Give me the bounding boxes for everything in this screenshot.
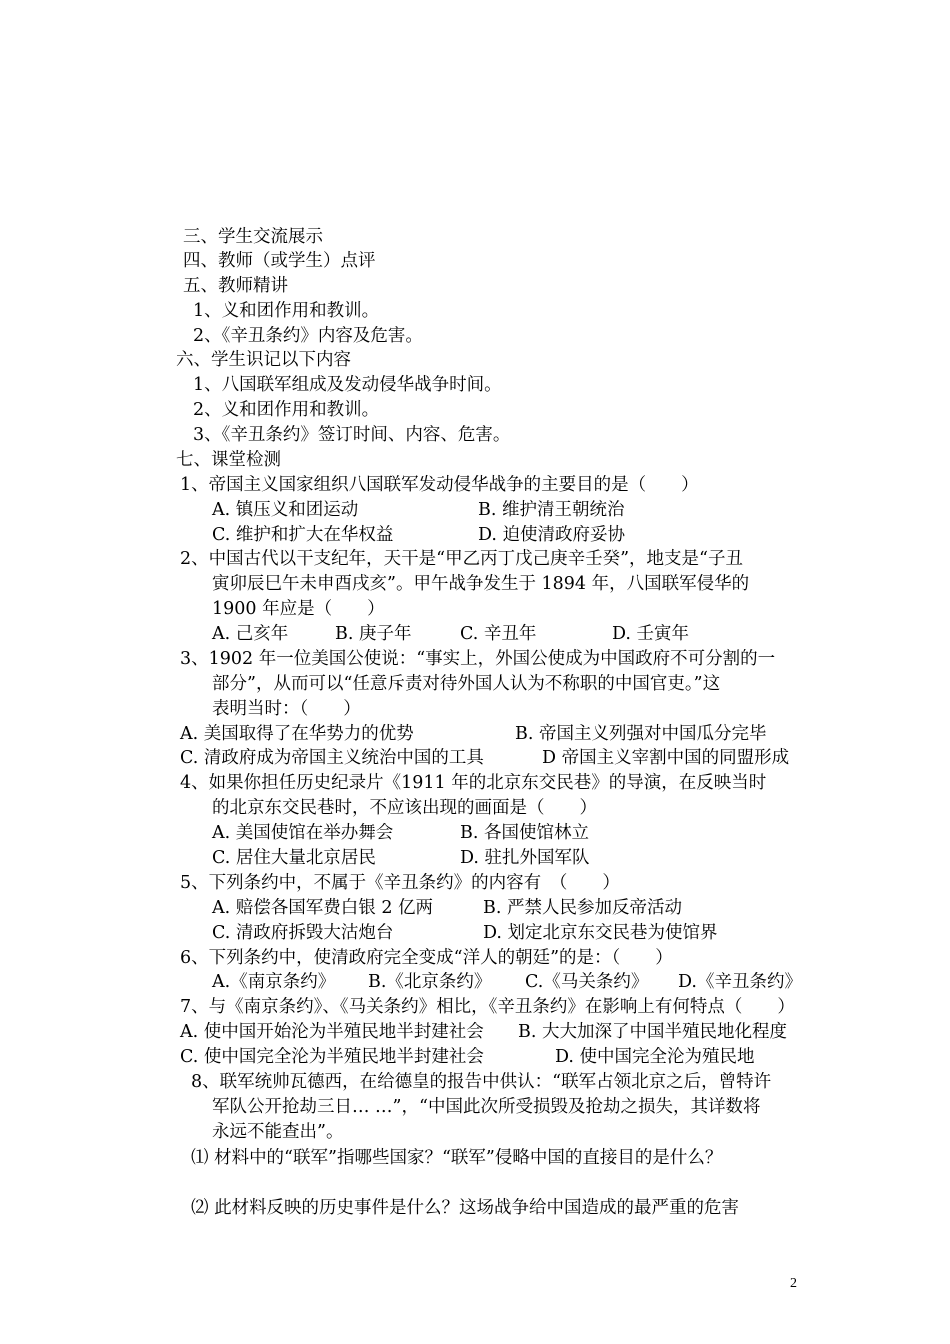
question-4: 4、如果你担任历史纪录片《1911 年的北京东交民巷》的导演，在反映当时	[180, 773, 767, 793]
option-d: D. 驻扎外国军队	[460, 848, 590, 868]
option-a: A.《南京条约》	[212, 972, 336, 992]
sub-question-2: ⑵ 此材料反映的历史事件是什么？这场战争给中国造成的最严重的危害	[191, 1198, 740, 1218]
section-6-heading: 六、学生识记以下内容	[176, 350, 351, 370]
option-c: C.《马关条约》	[525, 972, 649, 992]
option-a: A. 镇压义和团运动	[212, 500, 359, 520]
option-b: B. 严禁人民参加反帝活动	[483, 898, 682, 918]
list-item: 1、义和团作用和教训。	[193, 301, 380, 321]
option-c: C. 辛丑年	[460, 624, 537, 644]
option-b: B.《北京条约》	[368, 972, 492, 992]
list-item: 2、义和团作用和教训。	[193, 400, 380, 420]
option-a: A. 美国使馆在举办舞会	[212, 823, 394, 843]
question-8: 8、联军统帅瓦德西，在给德皇的报告中供认：“联军占领北京之后，曾特许	[191, 1072, 772, 1092]
list-item: 1、八国联军组成及发动侵华战争时间。	[193, 375, 502, 395]
section-5-heading: 五、教师精讲	[183, 276, 288, 296]
option-a: A. 己亥年	[212, 624, 289, 644]
question-2: 2、中国古代以干支纪年，天干是“甲乙丙丁戊己庚辛壬癸”，地支是“子丑	[180, 549, 743, 569]
question-8-cont: 军队公开抢劫三日… …”，“中国此次所受损毁及抢劫之损失，其详数将	[212, 1097, 761, 1117]
option-d: D. 使中国完全沦为殖民地	[555, 1047, 755, 1067]
option-a: A. 赔偿各国军费白银 2 亿两	[212, 898, 434, 918]
section-4-heading: 四、教师（或学生）点评	[183, 251, 376, 271]
option-c: C. 维护和扩大在华权益	[212, 525, 394, 545]
option-d: D. 划定北京东交民巷为使馆界	[483, 923, 718, 943]
option-b: B. 帝国主义列强对中国瓜分完毕	[515, 724, 767, 744]
option-b: B. 大大加深了中国半殖民地化程度	[518, 1022, 787, 1042]
option-c: C. 清政府拆毁大沽炮台	[212, 923, 394, 943]
section-3-heading: 三、学生交流展示	[183, 227, 323, 247]
section-7-heading: 七、课堂检测	[176, 450, 281, 470]
page-number: 2	[790, 1276, 797, 1291]
option-a: A. 美国取得了在华势力的优势	[180, 724, 414, 744]
question-8-cont: 永远不能查出”。	[212, 1122, 344, 1142]
option-a: A. 使中国开始沦为半殖民地半封建社会	[180, 1022, 484, 1042]
option-d: D. 壬寅年	[612, 624, 690, 644]
list-item: 3、《辛丑条约》签订时间、内容、危害。	[193, 425, 511, 445]
question-2-cont: 1900 年应是（ ）	[212, 599, 385, 619]
question-4-cont: 的北京东交民巷时，不应该出现的画面是（ ）	[212, 798, 597, 818]
question-2-cont: 寅卯辰巳午未申酉戌亥”。甲午战争发生于 1894 年，八国联军侵华的	[212, 574, 750, 594]
option-c: C. 居住大量北京居民	[212, 848, 376, 868]
option-b: B. 维护清王朝统治	[478, 500, 625, 520]
question-3: 3、1902 年一位美国公使说：“事实上，外国公使成为中国政府不可分割的一	[180, 649, 776, 669]
question-7: 7、与《南京条约》、《马关条约》相比，《辛丑条约》在影响上有何特点（ ）	[180, 997, 795, 1017]
option-b: B. 各国使馆林立	[460, 823, 589, 843]
question-6: 6、下列条约中，使清政府完全变成“洋人的朝廷”的是：（ ）	[180, 948, 673, 968]
option-c: C. 清政府成为帝国主义统治中国的工具	[180, 748, 484, 768]
option-d: D. 迫使清政府妥协	[478, 525, 626, 545]
option-b: B. 庚子年	[335, 624, 412, 644]
question-1: 1、帝国主义国家组织八国联军发动侵华战争的主要目的是（ ）	[180, 475, 699, 495]
option-d: D 帝国主义宰割中国的同盟形成	[542, 748, 790, 768]
question-3-cont: 表明当时：（ ）	[212, 699, 361, 719]
option-c: C. 使中国完全沦为半殖民地半封建社会	[180, 1047, 484, 1067]
question-3-cont: 部分”，从而可以“任意斥责对待外国人认为不称职的中国官吏。”这	[212, 674, 721, 694]
question-5: 5、下列条约中，不属于《辛丑条约》的内容有 （ ）	[180, 873, 620, 893]
option-d: D.《辛丑条约》	[678, 972, 802, 992]
list-item: 2、《辛丑条约》内容及危害。	[193, 326, 423, 346]
sub-question-1: ⑴ 材料中的“联军”指哪些国家？“联军”侵略中国的直接目的是什么？	[191, 1148, 723, 1168]
